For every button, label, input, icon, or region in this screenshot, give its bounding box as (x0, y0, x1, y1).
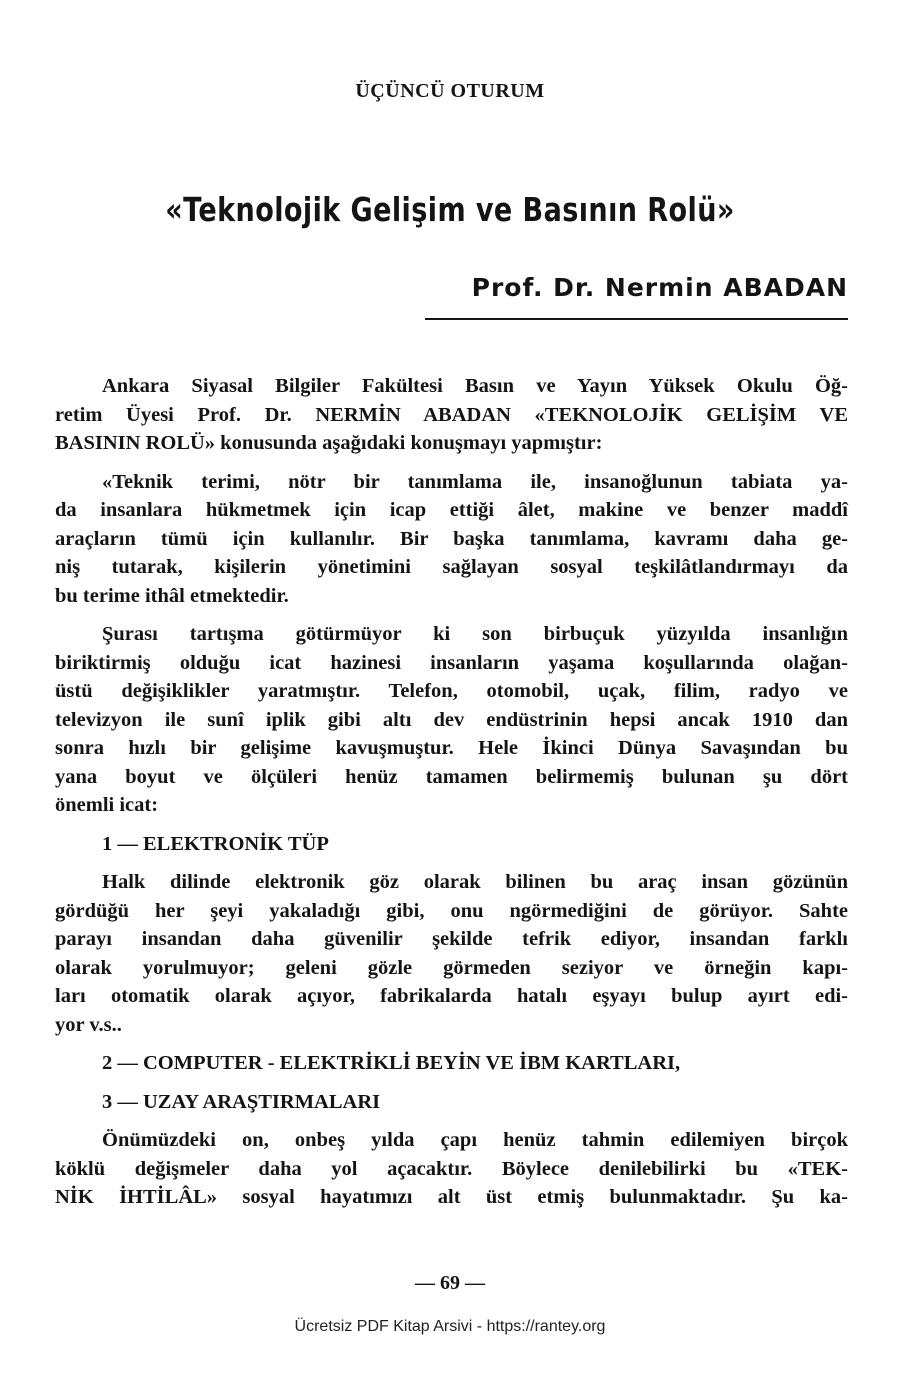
text-line: niş tutarak, kişilerin yönetimini sağlayan sosyal teşkilâtlandırmayı da (55, 556, 848, 578)
text-line: gördüğü her şeyi yakaladığı gibi, onu ngörmediğini de görüyor. Sahte (55, 899, 848, 922)
text-line: köklü değişmeler daha yol açacaktır. Böylece denilebilirki bu «TEK- (55, 1157, 848, 1180)
text-line: Ankara Siyasal Bilgiler Fakültesi Basın ve Yayın Yüksek Okulu Öğ- (102, 375, 848, 397)
text-line: biriktirmiş olduğu icat hazinesi insanların yaşama koşullarında olağan- (55, 651, 848, 674)
footer-watermark: Ücretsiz PDF Kitap Arsivi - https://rantey.org (294, 1318, 606, 1335)
section-heading-2: 2 — COMPUTER - ELEKTRİKLİ BEYİN VE İBM KARTLARI, (102, 1052, 681, 1074)
paragraph-surasi (55, 620, 848, 820)
text-line: olarak yorulmuyor; geleni gözle görmeden seziyor ve örneğin kapı- (55, 956, 848, 979)
author-name: Prof. Dr. Nermin ABADAN (471, 273, 848, 302)
text-line: üstü değişiklikler yaratmıştır. Telefon, otomobil, uçak, filim, radyo ve (55, 680, 848, 702)
text-line: yor v.s.. (55, 1013, 122, 1036)
text-line: sonra hızlı bir gelişime kavuşmuştur. Hele İkinci Dünya Savaşından bu (55, 737, 848, 759)
text-line: NİK İHTİLÂL» sosyal hayatımızı alt üst etmiş bulunmaktadır. Şu ka- (55, 1186, 848, 1208)
article-body (55, 372, 848, 1212)
paragraph-teknik (55, 468, 848, 611)
text-line: bu terime ithâl etmektedir. (55, 584, 289, 607)
paragraph-halk (55, 868, 848, 1039)
author-underline (425, 318, 848, 320)
section-heading-3: 3 — UZAY ARAŞTIRMALARI (102, 1090, 381, 1113)
text-line: parayı insandan daha güvenilir şekilde tefrik ediyor, insandan farklı (55, 928, 848, 950)
paragraph-onumuzdeki (55, 1126, 848, 1212)
text-line: ları otomatik olarak açıyor, fabrikalarda hatalı eşyayı bulup ayırt edi- (55, 985, 848, 1007)
text-line: yana boyut ve ölçüleri henüz tamamen belirmemiş bulunan şu dört (55, 765, 848, 788)
text-line: araçların tümü için kullanılır. Bir başka tanımlama, kavramı daha ge- (55, 527, 848, 550)
text-line: önemli icat: (55, 794, 159, 816)
text-line: Önümüzdeki on, onbeş yılda çapı henüz tahmin edilemiyen birçok (102, 1129, 848, 1151)
text-line: «Teknik terimi, nötr bir tanımlama ile, insanoğlunun tabiata ya- (102, 470, 848, 493)
text-line: televizyon ile sunî iplik gibi altı dev endüstrinin hepsi ancak 1910 dan (55, 708, 848, 731)
text-line: retim Üyesi Prof. Dr. NERMİN ABADAN «TEKNOLOJİK GELİŞİM VE (55, 403, 848, 426)
article-title: «Teknolojik Gelişim ve Basının Rolü» (165, 190, 735, 229)
paragraph-intro (55, 372, 848, 458)
text-line: da insanlara hükmetmek için icap ettiği âlet, makine ve benzer maddî (55, 499, 848, 521)
text-line: BASININ ROLÜ» konusunda aşağıdaki konuşmayı yapmıştır: (55, 432, 603, 454)
text-line: Halk dilinde elektronik göz olarak bilinen bu araç insan gözünün (102, 871, 848, 893)
session-heading: ÜÇÜNCÜ OTURUM (355, 80, 545, 102)
page-number: — 69 — (415, 1272, 485, 1294)
text-line: Şurası tartışma götürmüyor ki son birbuçuk yüzyılda insanlığın (102, 623, 848, 645)
section-heading-1: 1 — ELEKTRONİK TÜP (102, 832, 329, 855)
